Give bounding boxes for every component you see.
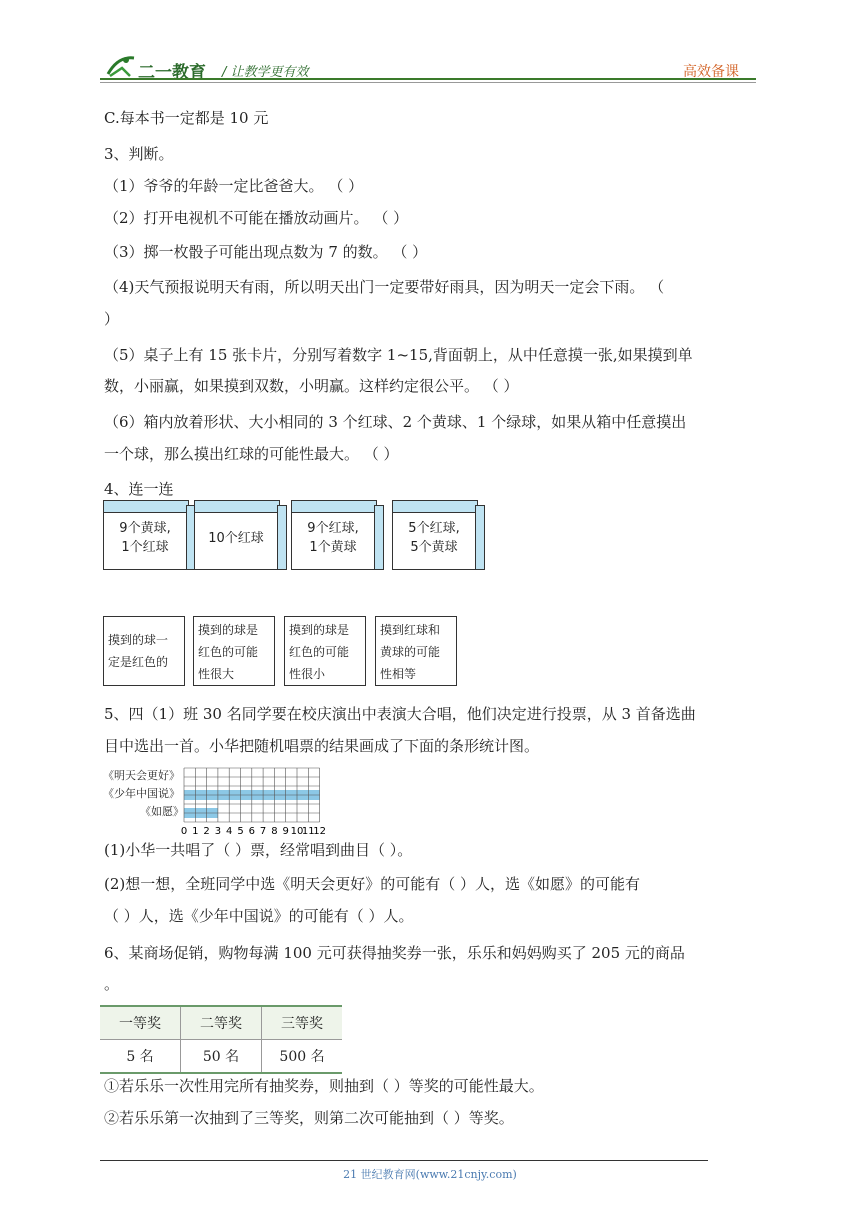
q3-title: 3、判断。 [104, 145, 174, 163]
q6-item-2: ②若乐乐第一次抽到了三等奖，则第二次可能抽到（ ）等奖。 [104, 1109, 514, 1127]
q3-item-1: （1）爷爷的年龄一定比爸爸大。 （ ） [104, 177, 364, 195]
prize-header-2: 二等奖 [181, 1006, 262, 1040]
chart-category-1: 《明天会更好》 [103, 769, 180, 782]
chart-tick-label: 3 [214, 826, 222, 836]
q4-title: 4、连一连 [104, 480, 174, 498]
q5-text: 5、四（1）班 30 名同学要在校庆演出中表演大合唱，他们决定进行投票，从 3 首备选曲 [104, 705, 696, 723]
prize-table [100, 1005, 342, 1074]
q5-item-1: (1)小华一共唱了（ ）票，经常唱到曲目（ ）。 [104, 841, 413, 859]
footer-text: 21 世纪教育网(www.21cnjy.com) [343, 1168, 517, 1181]
chart-tick-label: 10 [290, 826, 304, 836]
chart-tick-label: 5 [237, 826, 244, 836]
header-rule [100, 78, 756, 80]
ball-box-3: 9个红球, 1个黄球 [291, 512, 375, 570]
chart-tick-label: 6 [248, 826, 255, 836]
prize-value-2: 50 名 [181, 1040, 262, 1074]
chart-tick-label: 7 [259, 826, 267, 836]
ball-box-1: 9个黄球, 1个红球 [103, 512, 187, 570]
q3-item-4: （4)天气预报说明天有雨，所以明天出门一定要带好雨具，因为明天一定会下雨。 （ [104, 278, 665, 296]
chart-tick-label: 2 [203, 826, 210, 836]
option-c: C.每本书一定都是 10 元 [104, 109, 269, 127]
chart-tick-label: 1 [192, 826, 199, 836]
ball-box-4: 5个红球, 5个黄球 [392, 512, 476, 570]
brand-name: 二一教育 [138, 63, 206, 83]
chart-tick-label: 12 [313, 826, 326, 836]
chart-tick-label: 4 [226, 826, 233, 836]
chart-category-2: 《少年中国说》 [103, 787, 180, 800]
header-rule-thin [100, 82, 756, 83]
footer-rule [100, 1160, 708, 1161]
q6-item-1: ①若乐乐一次性用完所有抽奖券，则抽到（ ）等奖的可能性最大。 [104, 1077, 544, 1095]
q3-item-5: （5）桌子上有 15 张卡片，分别写着数字 1~15,背面朝上，从中任意摸一张,如果摸到单 [104, 346, 693, 364]
header-tag: 高效备课 [683, 64, 739, 80]
answer-card-1: 摸到的球一 定是红色的 [103, 616, 185, 686]
prize-header-3: 三等奖 [262, 1006, 343, 1040]
q3-item-2: （2）打开电视机不可能在播放动画片。 （ ） [104, 209, 409, 227]
ball-box-2: 10个红球 [194, 512, 278, 570]
brand-slogan: / 让教学更有效 [222, 65, 309, 80]
q5-item-2: (2)想一想，全班同学中选《明天会更好》的可能有（ ）人，选《如愿》的可能有 [104, 875, 641, 893]
answer-card-4: 摸到红球和 黄球的可能 性相等 [375, 616, 457, 686]
q3-item-3: （3）掷一枚骰子可能出现点数为 7 的数。 （ ） [104, 243, 428, 261]
answer-card-2: 摸到的球是 红色的可能 性很大 [193, 616, 275, 686]
q3-item-6-cont: 一个球，那么摸出红球的可能性最大。 （ ） [104, 445, 399, 463]
chart-tick-label: 8 [271, 826, 278, 836]
chart-tick-label: 9 [282, 826, 289, 836]
prize-value-3: 500 名 [262, 1040, 343, 1074]
prize-value-1: 5 名 [100, 1040, 181, 1074]
prize-header-1: 一等奖 [100, 1006, 181, 1040]
q5-text-cont: 目中选出一首。小华把随机唱票的结果画成了下面的条形统计图。 [104, 737, 540, 755]
chart-tick-label: 11 [301, 826, 315, 836]
q6-text-cont: 。 [104, 975, 120, 993]
q6-text: 6、某商场促销，购物每满 100 元可获得抽奖券一张，乐乐和妈妈购买了 205 元的商品 [104, 944, 685, 962]
chart-category-3: 《如愿》 [140, 805, 184, 818]
answer-card-3: 摸到的球是 红色的可能 性很小 [284, 616, 366, 686]
q5-item-2-cont: （ ）人，选《少年中国说》的可能有（ ）人。 [104, 907, 414, 925]
q3-item-4-cont: ） [104, 310, 120, 328]
logo-icon [104, 52, 138, 80]
chart-tick-label: 0 [180, 826, 188, 836]
bar-chart [180, 766, 330, 836]
q3-item-5-cont: 数，小丽赢，如果摸到双数，小明赢。这样约定很公平。 （ ） [104, 377, 519, 395]
q3-item-6: （6）箱内放着形状、大小相同的 3 个红球、2 个黄球、1 个绿球，如果从箱中任意摸出 [104, 413, 687, 431]
